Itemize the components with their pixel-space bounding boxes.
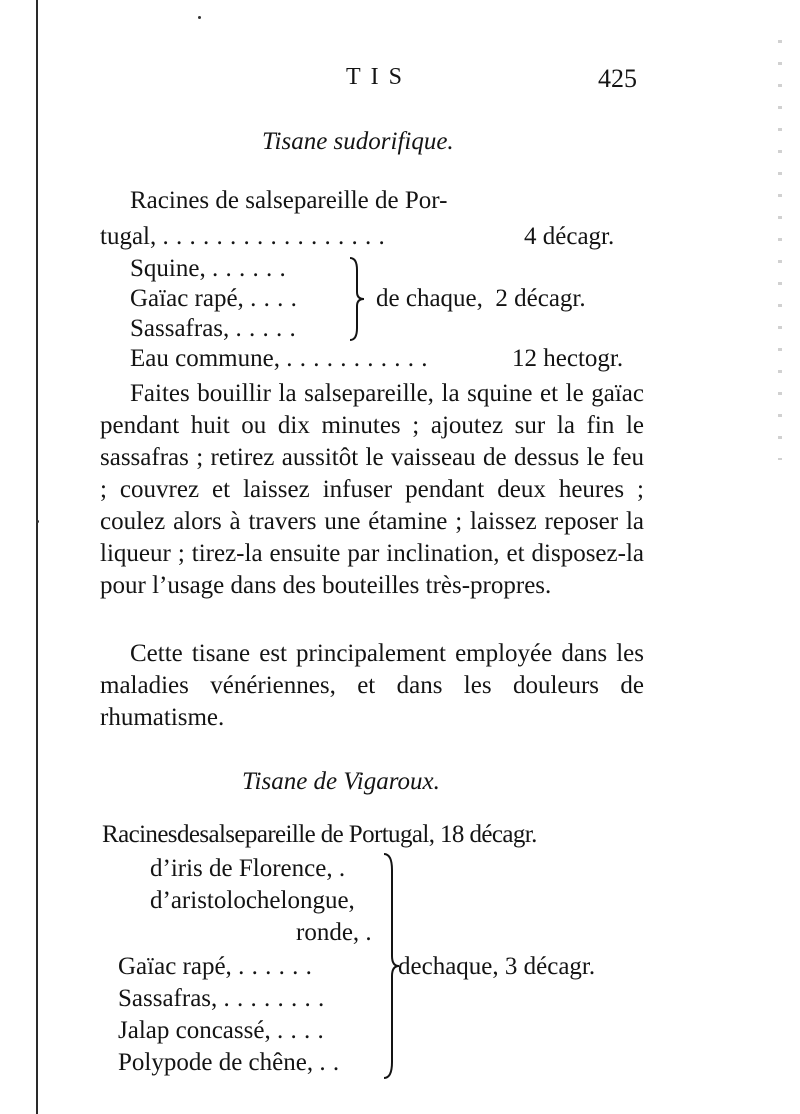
- ingredient-name: Jalap concassé,: [118, 1017, 271, 1044]
- recipe-line: [100, 224, 385, 249]
- recipe-line: [130, 256, 286, 281]
- section-title: Tisane sudorifique.: [262, 128, 454, 155]
- ingredient-quantity: de chaque, 2 décagr.: [376, 285, 586, 312]
- dot-leader: . . . .: [250, 285, 298, 312]
- ink-dot: [198, 16, 201, 19]
- ingredient-name: Eau commune,: [130, 345, 280, 372]
- ingredient-quantity: 4 décagr.: [524, 223, 615, 250]
- ingredient-name: d’iris de Florence,: [150, 855, 333, 882]
- page-number: 425: [598, 64, 637, 93]
- running-title: TIS: [346, 64, 412, 90]
- ingredient-name: tugal,: [100, 223, 157, 250]
- dot-leader: . . . . . .: [211, 255, 287, 282]
- usage-paragraph: Cette tisane est principalement employée dans les maladies vénériennes, et dans les douleurs de rhumatisme.: [100, 640, 644, 731]
- recipe-line: [150, 856, 346, 881]
- recipe-line: [130, 316, 296, 341]
- recipe-line: d’aristolochelongue,: [150, 887, 355, 914]
- recipe-line: Racinesdesalsepareille de Portugal, 18 décagr.: [102, 821, 537, 848]
- dot-leader: . . . .: [276, 1017, 325, 1044]
- recipe-line: Racines de salsepareille de Por-: [130, 187, 448, 214]
- dot-leader: . . . . .: [235, 315, 297, 342]
- dot-leader: . . . . . . . .: [223, 985, 325, 1012]
- instructions-paragraph: Faites bouillir la salsepareille, la squine et le gaïac pendant huit ou dix minutes ; ajoutez sur la fin le sassafras ; retirez aussitôt le vaisseau de dessus le feu ; couvrez et laissez infuser pendant deux heures ; coulez alors à travers une étamine ; laissez reposer la liqueur ; tirez-la ensuite par inclination, et disposez-la pour l’usage dans des bouteilles très-propres.: [100, 380, 644, 599]
- ingredient-name: ronde,: [296, 919, 360, 946]
- dot-leader: . . . . . .: [238, 953, 313, 980]
- recipe-line: [118, 1050, 340, 1075]
- recipe-line: [130, 346, 428, 371]
- recipe-line: [118, 986, 325, 1011]
- recipe-line: [296, 920, 372, 945]
- page-margin-rule: [36, 0, 38, 1114]
- right-brace: [348, 256, 366, 342]
- dot-leader: . . . . . . . . . . .: [286, 345, 428, 372]
- ingredient-name: Gaïac rapé,: [130, 285, 244, 312]
- dot-leader: .: [365, 919, 373, 946]
- recipe-line: [118, 1018, 324, 1043]
- ingredient-name: Squine,: [130, 255, 206, 282]
- ingredient-name: Sassafras,: [130, 315, 230, 342]
- ingredient-name: Sassafras,: [118, 985, 218, 1012]
- ink-dot: [36, 520, 39, 523]
- recipe-line: [118, 954, 312, 979]
- ingredient-quantity: 12 hectogr.: [512, 345, 624, 372]
- dot-leader: .: [338, 855, 346, 882]
- scan-specks: [778, 40, 782, 460]
- ingredient-name: Gaïac rapé,: [118, 953, 232, 980]
- section-title: Tisane de Vigaroux.: [242, 768, 440, 795]
- ingredient-name: Polypode de chêne,: [118, 1049, 314, 1076]
- ingredient-quantity: dechaque, 3 décagr.: [398, 953, 596, 980]
- dot-leader: . .: [319, 1049, 340, 1076]
- recipe-line: [130, 286, 297, 311]
- dot-leader: . . . . . . . . . . . . . . . . .: [162, 223, 386, 250]
